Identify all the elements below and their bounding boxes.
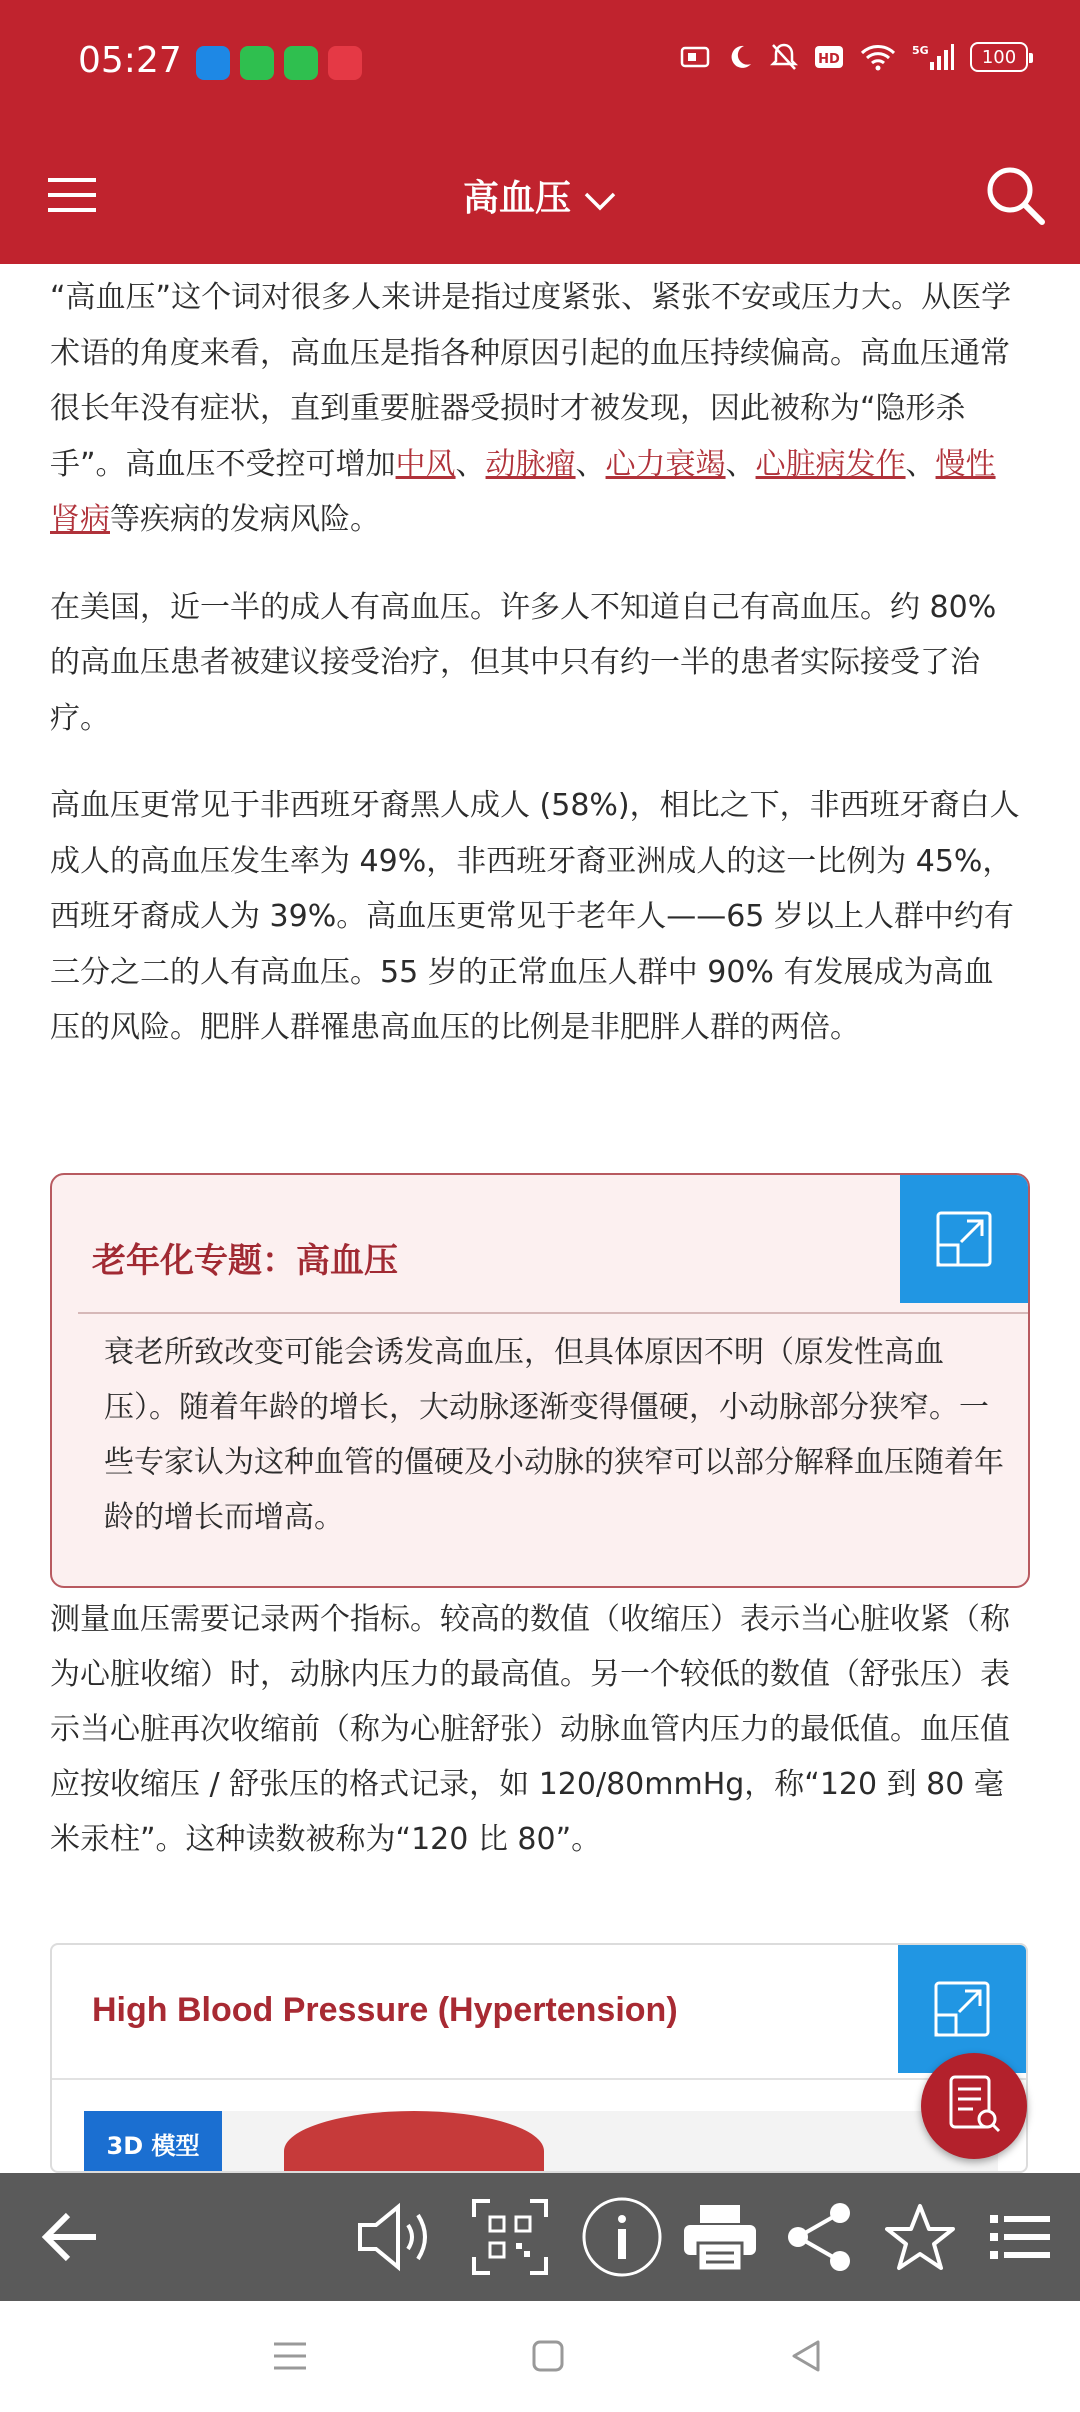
back-icon[interactable]: [766, 2321, 846, 2391]
hd-icon: [814, 44, 844, 70]
status-bar: [0, 0, 1080, 125]
divider: [52, 2078, 1026, 2080]
aging-sidebox: [50, 1173, 1030, 1588]
star-icon[interactable]: [874, 2173, 966, 2301]
paragraph-measurement: 测量血压需要记录两个指标。较高的数值（收缩压）表示当心脏收紧（称为心脏收缩）时，动脉内压力的最高值。另一个较低的数值（舒张压）表示当心脏再次收缩前（称为心脏舒张）动脉血管内压力的最低值。血压值应按收缩压 / 舒张压的格式记录，如 120/80mmHg，称“120 到 80 毫米汞柱”。这种读数被称为“120 比 80”。: [50, 1602, 1010, 1857]
link-heart-attack[interactable]: 心脏病发作: [755, 446, 906, 482]
qr-scan-icon[interactable]: [464, 2173, 556, 2301]
app-notification-icon: [240, 46, 274, 80]
moon-icon: [726, 43, 754, 71]
topic-title-dropdown[interactable]: [0, 170, 1080, 221]
app-notification-icon: [284, 46, 318, 80]
svg-text:HD: HD: [818, 52, 840, 67]
link-stroke[interactable]: 中风: [395, 446, 456, 482]
app-bar: [0, 140, 1080, 250]
status-time: 05:27: [78, 40, 182, 81]
chat-notification-icon: [196, 46, 230, 80]
blood-vessel-image: [284, 2111, 544, 2173]
paragraph-demographics: 高血压更常见于非西班牙裔黑人成人 (58%)，相比之下，非西班牙裔白人成人的高血压发生率为 49%，非西班牙裔亚洲成人的这一比例为 45%，西班牙裔成人为 39%。高血压更常见于老年人——65 岁以上人群中约有三分之二的人有高血压。55 岁的正常血压人群中 90% 有发展成为高血压的风险。肥胖人群罹患高血压的比例是非肥胖人群的两倍。: [50, 788, 1020, 1045]
sidebox-title: 老年化专题：高血压: [92, 1241, 398, 1281]
recent-apps-icon[interactable]: [250, 2321, 330, 2391]
wifi-icon: [860, 43, 896, 71]
media-card[interactable]: [50, 1943, 1028, 2173]
paragraph-intro: “高血压”这个词对很多人来讲是指过度紧张、紧张不安或压力大。从医学术语的角度来看，高血压是指各种原因引起的血压持续偏高。高血压通常很长年没有症状，直到重要脏器受损时才被发现，因此被称为“隐形杀手”。高血压不受控可增加中风、动脉瘤、心力衰竭、心脏病发作、慢性肾病等疾病的发病风险。: [50, 280, 1012, 537]
link-heart-failure[interactable]: 心力衰竭: [605, 446, 726, 482]
article-body-continued: [50, 1592, 1030, 1867]
share-icon[interactable]: [774, 2173, 866, 2301]
page-title: 高血压: [462, 178, 571, 219]
search-icon[interactable]: [980, 160, 1050, 230]
list-icon[interactable]: [974, 2173, 1066, 2301]
signal-icon: [912, 42, 954, 72]
expand-icon[interactable]: [900, 1175, 1028, 1303]
nfc-icon: [680, 44, 710, 70]
mute-bell-icon: [770, 42, 798, 72]
3d-model-badge: 3D 模型: [84, 2111, 222, 2173]
media-card-title: High Blood Pressure (Hypertension): [92, 1991, 678, 2029]
link-chronic-kidney-disease[interactable]: 慢性肾病: [50, 446, 996, 537]
status-icons: [680, 42, 1028, 72]
battery-indicator: 100: [970, 42, 1028, 72]
health-notification-icon: [328, 46, 362, 80]
print-icon[interactable]: [674, 2173, 766, 2301]
app-header: [0, 0, 1080, 264]
svg-text:5G: 5G: [912, 44, 929, 57]
system-nav-bar: [0, 2301, 1080, 2412]
paragraph-prevalence: 在美国，近一半的成人有高血压。许多人不知道自己有高血压。约 80% 的高血压患者被建议接受治疗，但其中只有约一半的患者实际接受了治疗。: [50, 589, 997, 736]
sidebox-body: 衰老所致改变可能会诱发高血压，但具体原因不明（原发性高血压）。随着年龄的增长，大动脉逐渐变得僵硬，小动脉部分狭窄。一些专家认为这种血管的僵硬及小动脉的狭窄可以部分解释血压随着年龄的增长而增高。: [104, 1335, 1004, 1535]
bottom-toolbar: [0, 2173, 1080, 2301]
speaker-icon[interactable]: [352, 2173, 444, 2301]
info-icon[interactable]: [576, 2173, 668, 2301]
article-body: [50, 270, 1022, 1088]
divider: [78, 1312, 1028, 1314]
link-aneurysm[interactable]: 动脉瘤: [485, 446, 576, 482]
back-arrow-icon[interactable]: [30, 2173, 110, 2301]
chevron-down-icon: [583, 180, 617, 221]
notes-fab-icon[interactable]: [921, 2053, 1027, 2159]
home-icon[interactable]: [508, 2321, 588, 2391]
